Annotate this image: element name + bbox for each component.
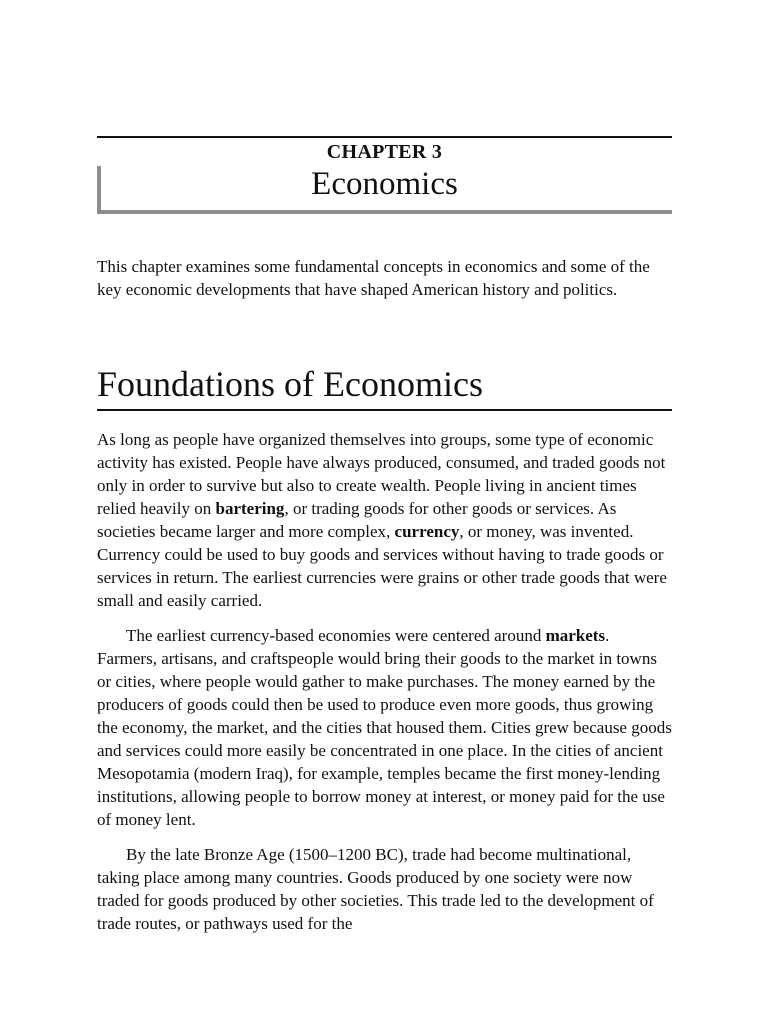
chapter-bottom-rule xyxy=(97,210,672,214)
section-body xyxy=(97,428,672,947)
key-term-currency: currency xyxy=(394,522,460,541)
paragraph-2-text-a: The earliest currency-based economies were centered around xyxy=(126,626,546,645)
key-term-bartering: bartering xyxy=(215,499,285,518)
section-title: Foundations of Economics xyxy=(97,364,483,404)
paragraph-1-text-a: As long as people have organized themselves into groups, some type of economic activity has existed. People have always produced, consumed, and traded goods not only in order to survive but also to create wealth. People living in ancient times relied heavily on xyxy=(97,430,666,518)
paragraph-2 xyxy=(97,624,672,831)
chapter-label: CHAPTER 3 xyxy=(326,141,443,163)
chapter-heading-box xyxy=(97,136,672,214)
paragraph-3: By the late Bronze Age (1500–1200 BC), trade had become multinational, taking place among many countries. Goods produced by one society were now traded for goods produced by other societies. This trade led to the development of trade routes, or pathways used for the xyxy=(97,845,654,933)
chapter-title: Economics xyxy=(311,166,458,202)
paragraph-1 xyxy=(97,428,672,612)
intro-paragraph: This chapter examines some fundamental concepts in economics and some of the key economic developments that have shaped American history and politics. xyxy=(97,257,650,299)
section-rule xyxy=(97,409,672,411)
paragraph-1-text-b: , or trading goods for other goods or services. As societies became larger and more complex, xyxy=(97,499,617,541)
key-term-markets: markets xyxy=(545,626,606,645)
paragraph-1-text-c: , or money, was invented. Currency could be used to buy goods and services without having to trade goods or services in return. The earliest currencies were grains or other trade goods that were small and easily carried. xyxy=(97,522,667,610)
chapter-top-rule xyxy=(97,136,672,138)
paragraph-2-text-b: . Farmers, artisans, and craftspeople would bring their goods to the market in towns or cities, where people would gather to make purchases. The money earned by the producers of goods could then be used to produce even more goods, thus growing the economy, the market, and the cities that housed them. Cities grew because goods and services could more easily be concentrated in one place. In the cities of ancient Mesopotamia (modern Iraq), for example, temples became the first money-lending institutions, allowing people to borrow money at interest, or money paid for the use of money lent. xyxy=(97,626,672,829)
